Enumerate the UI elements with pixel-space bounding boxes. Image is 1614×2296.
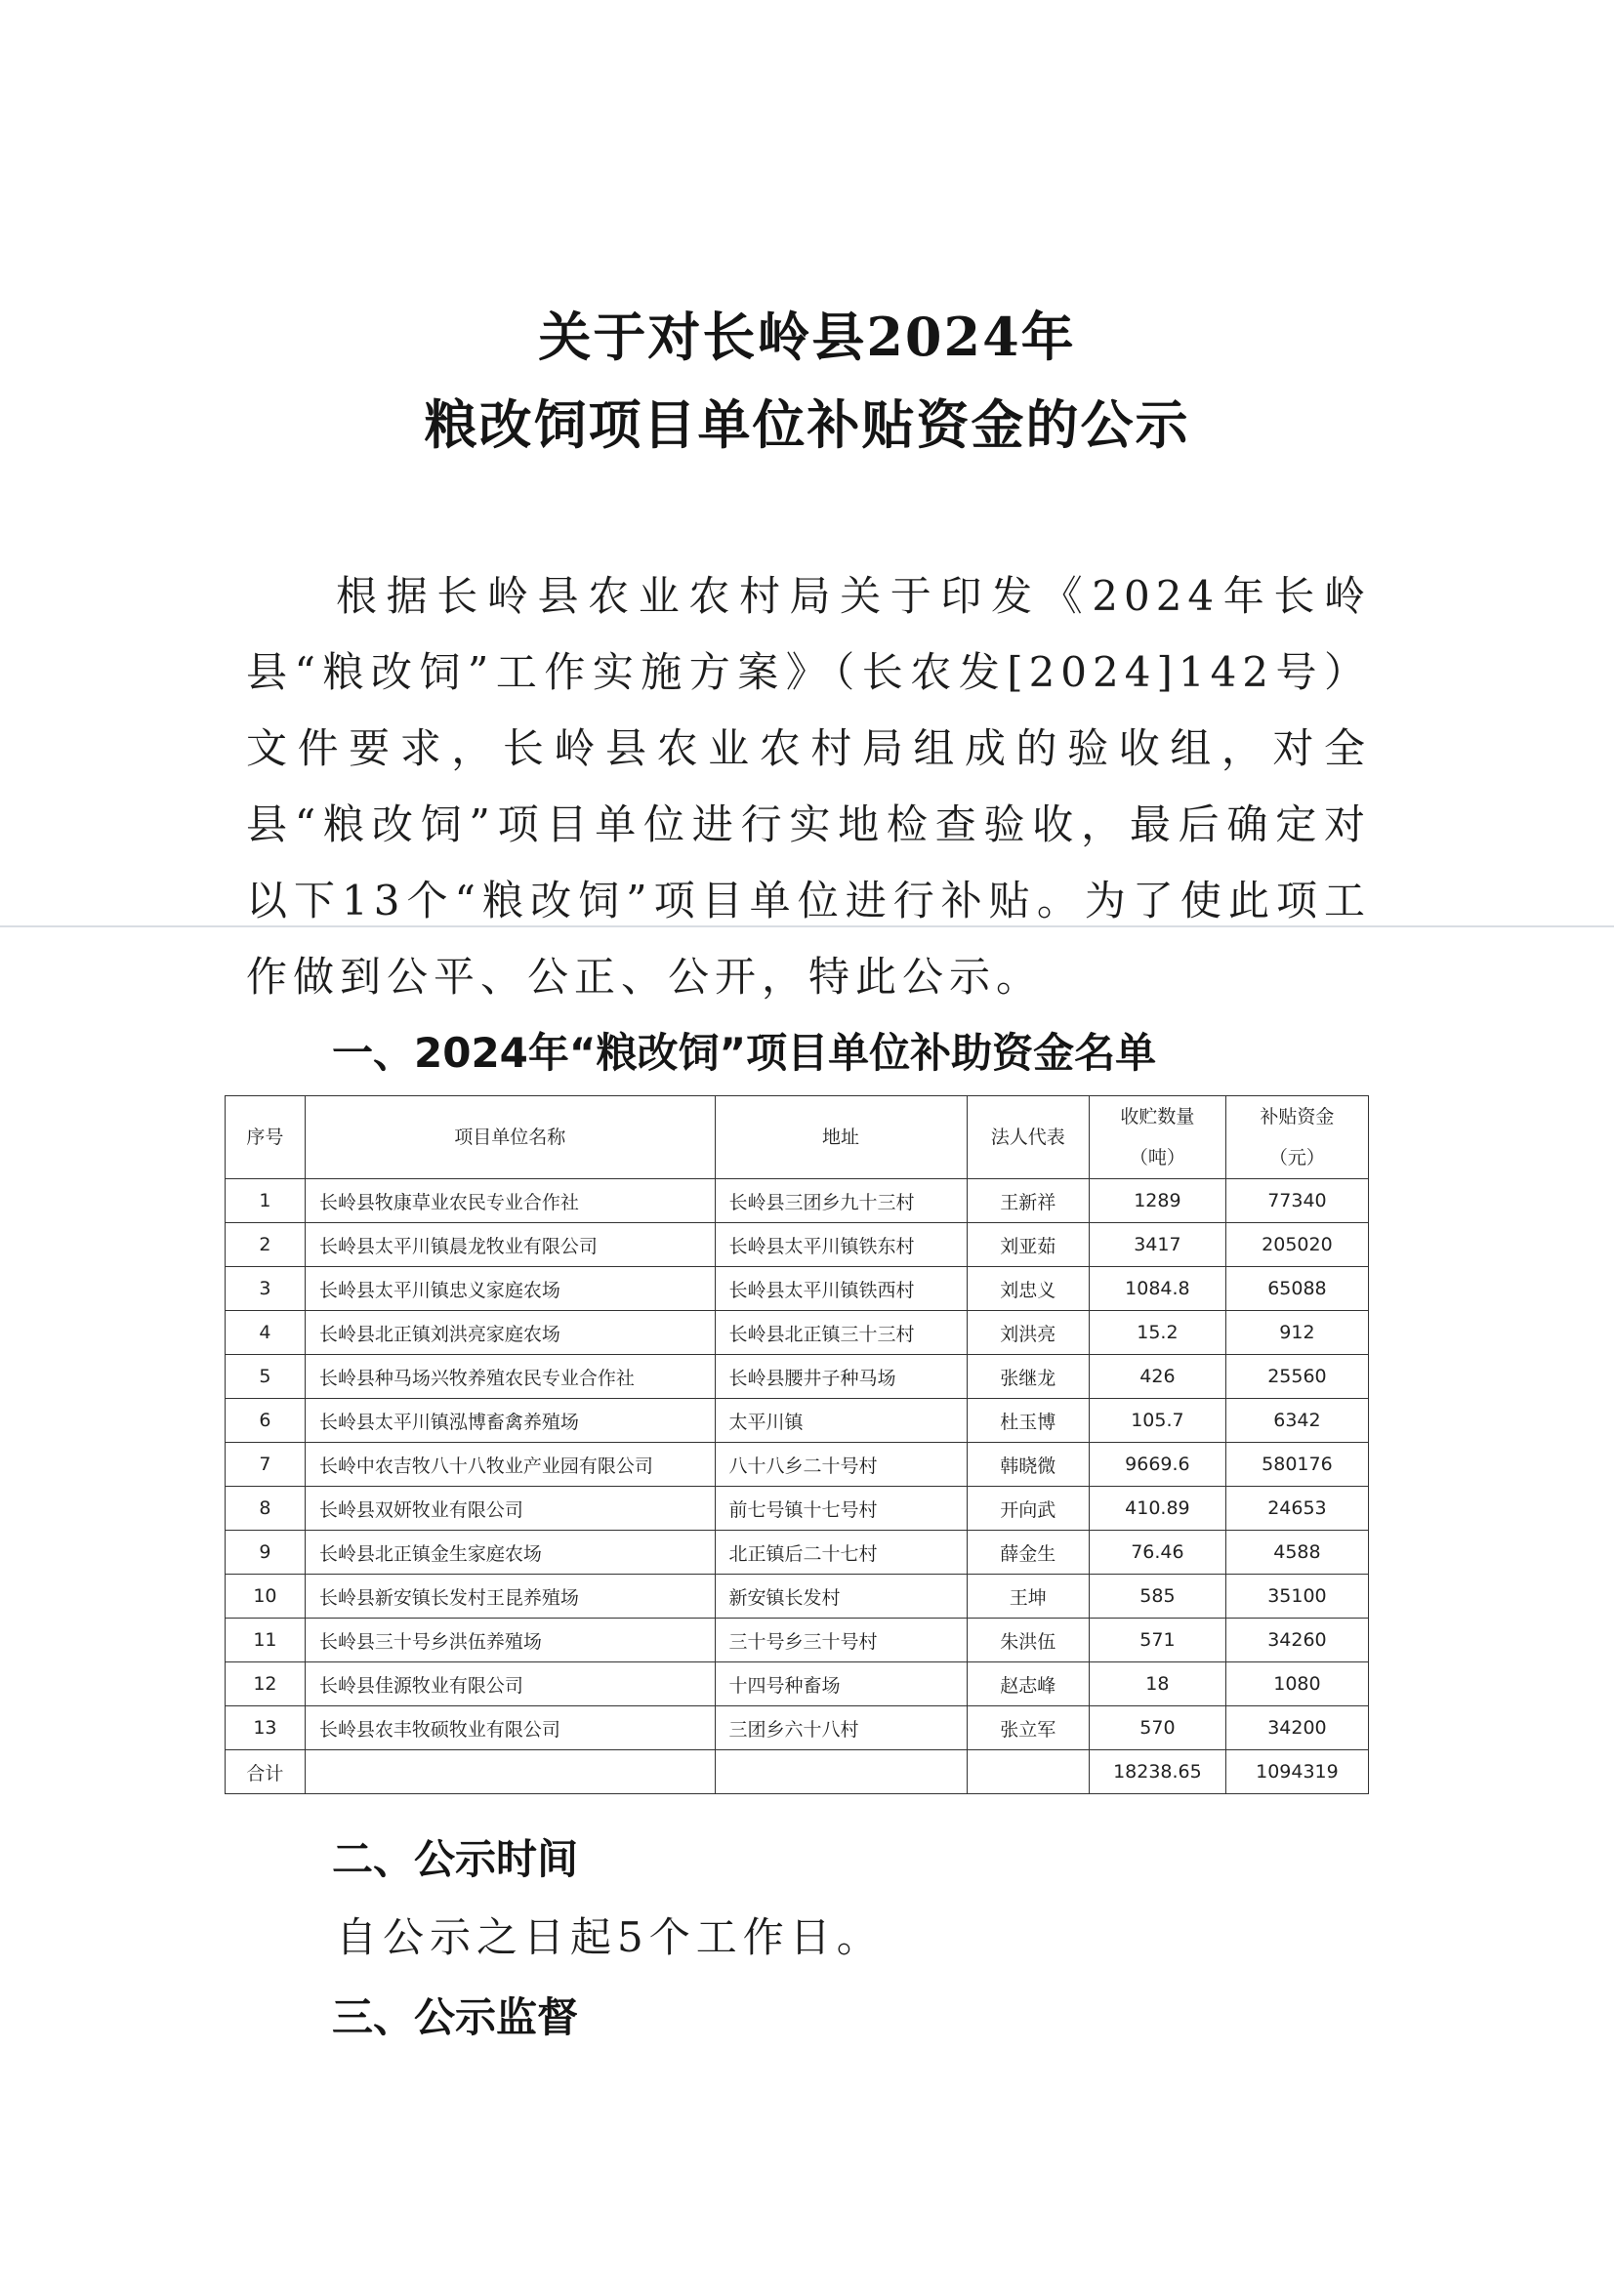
document-title-line1: 关于对长岭县2024年	[538, 306, 1076, 368]
cell-rep: 赵志峰	[967, 1662, 1089, 1706]
cell-no: 7	[226, 1443, 306, 1487]
cell-subsidy: 25560	[1225, 1355, 1368, 1399]
section3-heading: 三、公示监督	[332, 1993, 579, 2041]
cell-no: 13	[226, 1706, 306, 1750]
cell-no: 10	[226, 1575, 306, 1619]
table-row	[226, 1355, 1369, 1399]
section1-heading: 一、2024年“粮改饲”项目单位补助资金名单	[332, 1029, 1157, 1077]
cell-subsidy: 34260	[1225, 1619, 1368, 1662]
cell-rep: 张继龙	[967, 1355, 1089, 1399]
cell-address: 三十号乡三十号村	[715, 1619, 967, 1662]
table-row	[226, 1619, 1369, 1662]
total-empty-address	[715, 1750, 967, 1794]
cell-qty: 15.2	[1089, 1311, 1225, 1355]
total-subsidy: 1094319	[1225, 1750, 1368, 1794]
header-subsidy-line1: 补贴资金	[1260, 1106, 1335, 1128]
cell-subsidy: 34200	[1225, 1706, 1368, 1750]
cell-address: 北正镇后二十七村	[715, 1531, 967, 1575]
cell-subsidy: 1080	[1225, 1662, 1368, 1706]
cell-no: 2	[226, 1223, 306, 1267]
header-qty-line2: （吨）	[1129, 1147, 1185, 1168]
table-row	[226, 1311, 1369, 1355]
cell-address: 长岭县三团乡九十三村	[715, 1179, 967, 1223]
cell-qty: 571	[1089, 1619, 1225, 1662]
cell-name: 长岭县牧康草业农民专业合作社	[305, 1179, 715, 1223]
cell-address: 八十八乡二十号村	[715, 1443, 967, 1487]
cell-qty: 570	[1089, 1706, 1225, 1750]
cell-rep: 刘忠义	[967, 1267, 1089, 1311]
subsidy-table	[225, 1095, 1369, 1794]
table-row	[226, 1443, 1369, 1487]
cell-subsidy: 205020	[1225, 1223, 1368, 1267]
cell-qty: 9669.6	[1089, 1443, 1225, 1487]
cell-qty: 426	[1089, 1355, 1225, 1399]
cell-name: 长岭县新安镇长发村王昆养殖场	[305, 1575, 715, 1619]
header-qty-line1: 收贮数量	[1120, 1106, 1195, 1128]
cell-name: 长岭县北正镇金生家庭农场	[305, 1531, 715, 1575]
total-empty-rep	[967, 1750, 1089, 1794]
cell-name: 长岭县太平川镇泓博畜禽养殖场	[305, 1399, 715, 1443]
cell-rep: 张立军	[967, 1706, 1089, 1750]
table-row	[226, 1223, 1369, 1267]
cell-no: 12	[226, 1662, 306, 1706]
table-header-row	[226, 1096, 1369, 1179]
cell-name: 长岭县佳源牧业有限公司	[305, 1662, 715, 1706]
cell-name: 长岭县北正镇刘洪亮家庭农场	[305, 1311, 715, 1355]
cell-address: 三团乡六十八村	[715, 1706, 967, 1750]
cell-qty: 18	[1089, 1662, 1225, 1706]
cell-address: 十四号种畜场	[715, 1662, 967, 1706]
cell-rep: 开向武	[967, 1487, 1089, 1531]
cell-qty: 3417	[1089, 1223, 1225, 1267]
cell-rep: 韩晓微	[967, 1443, 1089, 1487]
header-rep: 法人代表	[967, 1096, 1089, 1179]
header-name: 项目单位名称	[305, 1096, 715, 1179]
cell-subsidy: 35100	[1225, 1575, 1368, 1619]
cell-name: 长岭县太平川镇忠义家庭农场	[305, 1267, 715, 1311]
table-row	[226, 1662, 1369, 1706]
header-subsidy-line2: （元）	[1268, 1147, 1325, 1168]
table-row	[226, 1267, 1369, 1311]
cell-subsidy: 912	[1225, 1311, 1368, 1355]
table-row	[226, 1575, 1369, 1619]
cell-rep: 杜玉博	[967, 1399, 1089, 1443]
cell-name: 长岭县农丰牧硕牧业有限公司	[305, 1706, 715, 1750]
total-label: 合计	[226, 1750, 306, 1794]
cell-no: 3	[226, 1267, 306, 1311]
cell-subsidy: 580176	[1225, 1443, 1368, 1487]
cell-name: 长岭县三十号乡洪伍养殖场	[305, 1619, 715, 1662]
cell-no: 8	[226, 1487, 306, 1531]
table-row	[226, 1531, 1369, 1575]
table-row	[226, 1487, 1369, 1531]
cell-qty: 1084.8	[1089, 1267, 1225, 1311]
cell-qty: 76.46	[1089, 1531, 1225, 1575]
cell-rep: 薛金生	[967, 1531, 1089, 1575]
table-total-row	[226, 1750, 1369, 1794]
cell-address: 长岭县腰井子种马场	[715, 1355, 967, 1399]
cell-name: 长岭县双妍牧业有限公司	[305, 1487, 715, 1531]
cell-no: 1	[226, 1179, 306, 1223]
cell-name: 长岭县种马场兴牧养殖农民专业合作社	[305, 1355, 715, 1399]
cell-name: 长岭县太平川镇晨龙牧业有限公司	[305, 1223, 715, 1267]
document-title-line2: 粮改饲项目单位补贴资金的公示	[424, 393, 1190, 456]
cell-address: 长岭县北正镇三十三村	[715, 1311, 967, 1355]
header-qty	[1089, 1096, 1225, 1179]
cell-rep: 王坤	[967, 1575, 1089, 1619]
table-row	[226, 1179, 1369, 1223]
cell-rep: 刘亚茹	[967, 1223, 1089, 1267]
cell-address: 新安镇长发村	[715, 1575, 967, 1619]
cell-qty: 410.89	[1089, 1487, 1225, 1531]
cell-rep: 朱洪伍	[967, 1619, 1089, 1662]
cell-no: 11	[226, 1619, 306, 1662]
table-row	[226, 1399, 1369, 1443]
cell-address: 太平川镇	[715, 1399, 967, 1443]
cell-address: 长岭县太平川镇铁东村	[715, 1223, 967, 1267]
cell-qty: 1289	[1089, 1179, 1225, 1223]
cell-qty: 585	[1089, 1575, 1225, 1619]
cell-qty: 105.7	[1089, 1399, 1225, 1443]
cell-subsidy: 6342	[1225, 1399, 1368, 1443]
cell-no: 6	[226, 1399, 306, 1443]
cell-subsidy: 77340	[1225, 1179, 1368, 1223]
cell-no: 9	[226, 1531, 306, 1575]
section2-heading: 二、公示时间	[332, 1835, 579, 1883]
cell-rep: 王新祥	[967, 1179, 1089, 1223]
cell-address: 长岭县太平川镇铁西村	[715, 1267, 967, 1311]
notice-body-paragraph: 根据长岭县农业农村局关于印发《2024年长岭县“粮改饲”工作实施方案》（长农发[2024]142号）文件要求，长岭县农业农村局组成的验收组，对全县“粮改饲”项目单位进行实地检查验收，最后确定对以下13个“粮改饲”项目单位进行补贴。为了使此项工作做到公平、公正、公开，特此公示。	[246, 572, 1371, 1001]
header-no: 序号	[226, 1096, 306, 1179]
header-subsidy	[1225, 1096, 1368, 1179]
section2-text: 自公示之日起5个工作日。	[336, 1913, 884, 1961]
cell-no: 4	[226, 1311, 306, 1355]
table-row	[226, 1706, 1369, 1750]
cell-no: 5	[226, 1355, 306, 1399]
cell-subsidy: 4588	[1225, 1531, 1368, 1575]
total-qty: 18238.65	[1089, 1750, 1225, 1794]
cell-subsidy: 65088	[1225, 1267, 1368, 1311]
cell-address: 前七号镇十七号村	[715, 1487, 967, 1531]
cell-rep: 刘洪亮	[967, 1311, 1089, 1355]
cell-subsidy: 24653	[1225, 1487, 1368, 1531]
total-empty-name	[305, 1750, 715, 1794]
cell-name: 长岭中农吉牧八十八牧业产业园有限公司	[305, 1443, 715, 1487]
header-address: 地址	[715, 1096, 967, 1179]
